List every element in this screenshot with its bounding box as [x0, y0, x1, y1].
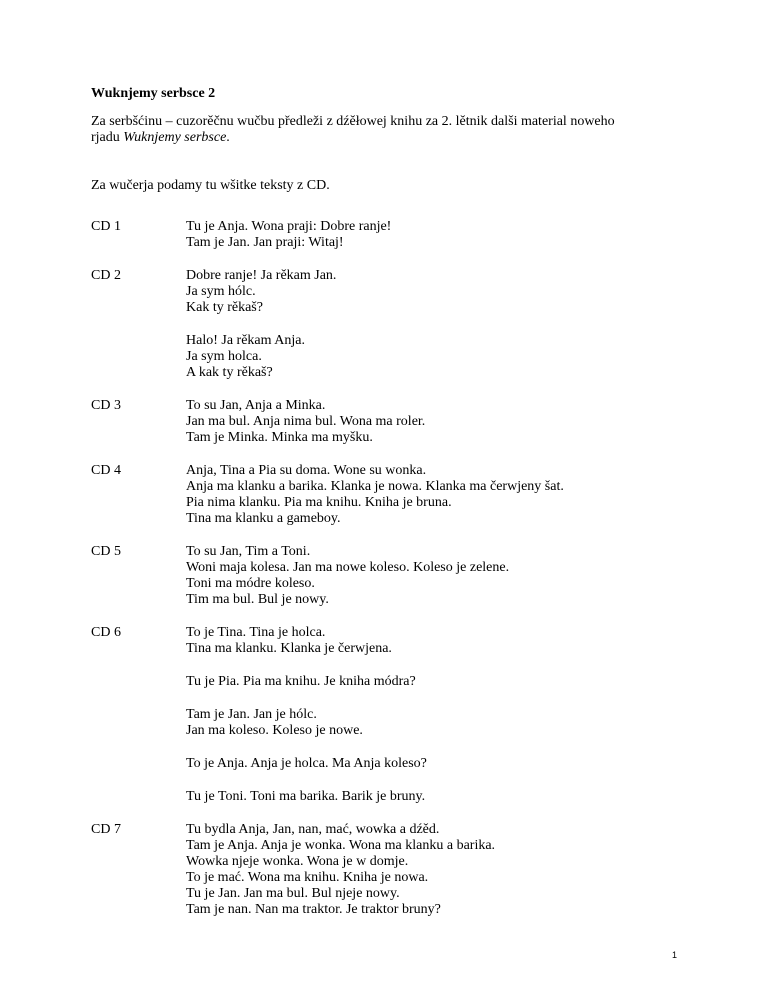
text-line: To je mać. Wona ma knihu. Kniha je nowa. [186, 870, 429, 885]
text-line: Pia nima klanku. Pia ma knihu. Kniha je bruna. [186, 495, 452, 510]
cd-paragraph [186, 268, 691, 316]
cd-entry [91, 463, 691, 527]
cd-paragraph [186, 674, 691, 690]
cd-paragraph [186, 219, 691, 251]
intro-line-2-prefix: rjadu [91, 130, 124, 145]
cd-label: CD 3 [91, 398, 121, 413]
cd-paragraph [186, 398, 691, 446]
intro-line-2 [91, 130, 691, 146]
cd-paragraph [186, 625, 691, 657]
text-line: Ja sym hólc. [186, 284, 256, 299]
text-line: Tim ma bul. Bul je nowy. [186, 592, 329, 607]
cd-entry [91, 544, 691, 608]
text-line: To su Jan, Anja a Minka. [186, 398, 326, 413]
text-line: Tina ma klanku a gameboy. [186, 511, 341, 526]
text-line: Tu je Toni. Toni ma barika. Barik je bruny. [186, 789, 426, 804]
text-line: Tam je nan. Nan ma traktor. Je traktor bruny? [186, 902, 441, 917]
cd-text-list [91, 219, 691, 935]
cd-entry [91, 398, 691, 446]
cd-text [186, 268, 691, 381]
text-line: To je Anja. Anja je holca. Ma Anja koleso? [186, 756, 427, 771]
intro-line-1: Za serbšćinu – cuzorěčnu wučbu předleži z dźěłowej knihu za 2. lětnik dalši material noweho [91, 114, 615, 129]
cd-entry [91, 822, 691, 918]
intro-book-title: Wuknjemy serbsce [123, 130, 227, 145]
text-line: Jan ma koleso. Koleso je nowe. [186, 723, 363, 738]
cd-label: CD 5 [91, 544, 121, 559]
cd-label: CD 2 [91, 268, 121, 283]
text-line: Anja, Tina a Pia su doma. Wone su wonka. [186, 463, 427, 478]
text-line: Wowka njeje wonka. Wona je w domje. [186, 854, 409, 869]
cd-paragraph [186, 333, 691, 381]
intro-line-2-suffix: . [226, 130, 230, 145]
page-number: 1 [672, 950, 678, 960]
cd-entry [91, 268, 691, 381]
text-line: To su Jan, Tim a Toni. [186, 544, 311, 559]
text-line: Dobre ranje! Ja rěkam Jan. [186, 268, 337, 283]
text-line: Tina ma klanku. Klanka je čerwjena. [186, 641, 392, 656]
cd-entry [91, 219, 691, 251]
cd-label: CD 4 [91, 463, 121, 478]
text-line: Tu je Anja. Wona praji: Dobre ranje! [186, 219, 392, 234]
cd-text [186, 219, 691, 251]
cd-text [186, 544, 691, 608]
text-line: Ja sym holca. [186, 349, 262, 364]
text-line: Kak ty rěkaš? [186, 300, 263, 315]
document-title: Wuknjemy serbsce 2 [91, 86, 216, 101]
text-line: Tam je Jan. Jan je hólc. [186, 707, 317, 722]
cd-paragraph [186, 463, 691, 527]
cd-paragraph [186, 789, 691, 805]
intro-paragraph [91, 114, 691, 146]
cd-label: CD 6 [91, 625, 121, 640]
cd-text [186, 625, 691, 805]
cd-paragraph [186, 707, 691, 739]
text-line: Toni ma módre koleso. [186, 576, 315, 591]
cd-text [186, 398, 691, 446]
text-line: Tam je Jan. Jan praji: Witaj! [186, 235, 344, 250]
cd-label: CD 7 [91, 822, 121, 837]
cd-paragraph [186, 544, 691, 608]
text-line: Tam je Minka. Minka ma myšku. [186, 430, 373, 445]
text-line: A kak ty rěkaš? [186, 365, 273, 380]
cd-text [186, 463, 691, 527]
text-line: Tu je Pia. Pia ma knihu. Je kniha módra? [186, 674, 416, 689]
cd-entry [91, 625, 691, 805]
text-line: Tam je Anja. Anja je wonka. Wona ma klanku a barika. [186, 838, 496, 853]
text-line: Anja ma klanku a barika. Klanka je nowa. Klanka ma čerwjeny šat. [186, 479, 564, 494]
text-line: Tu bydla Anja, Jan, nan, mać, wowka a dźěd. [186, 822, 440, 837]
cd-paragraph [186, 822, 691, 918]
text-line: To je Tina. Tina je holca. [186, 625, 326, 640]
text-line: Halo! Ja rěkam Anja. [186, 333, 305, 348]
text-line: Jan ma bul. Anja nima bul. Wona ma roler. [186, 414, 426, 429]
cd-label: CD 1 [91, 219, 121, 234]
text-line: Tu je Jan. Jan ma bul. Bul njeje nowy. [186, 886, 400, 901]
cd-paragraph [186, 756, 691, 772]
text-line: Woni maja kolesa. Jan ma nowe koleso. Koleso je zelene. [186, 560, 510, 575]
teacher-note: Za wučerja podamy tu wšitke teksty z CD. [91, 178, 330, 193]
cd-text [186, 822, 691, 918]
